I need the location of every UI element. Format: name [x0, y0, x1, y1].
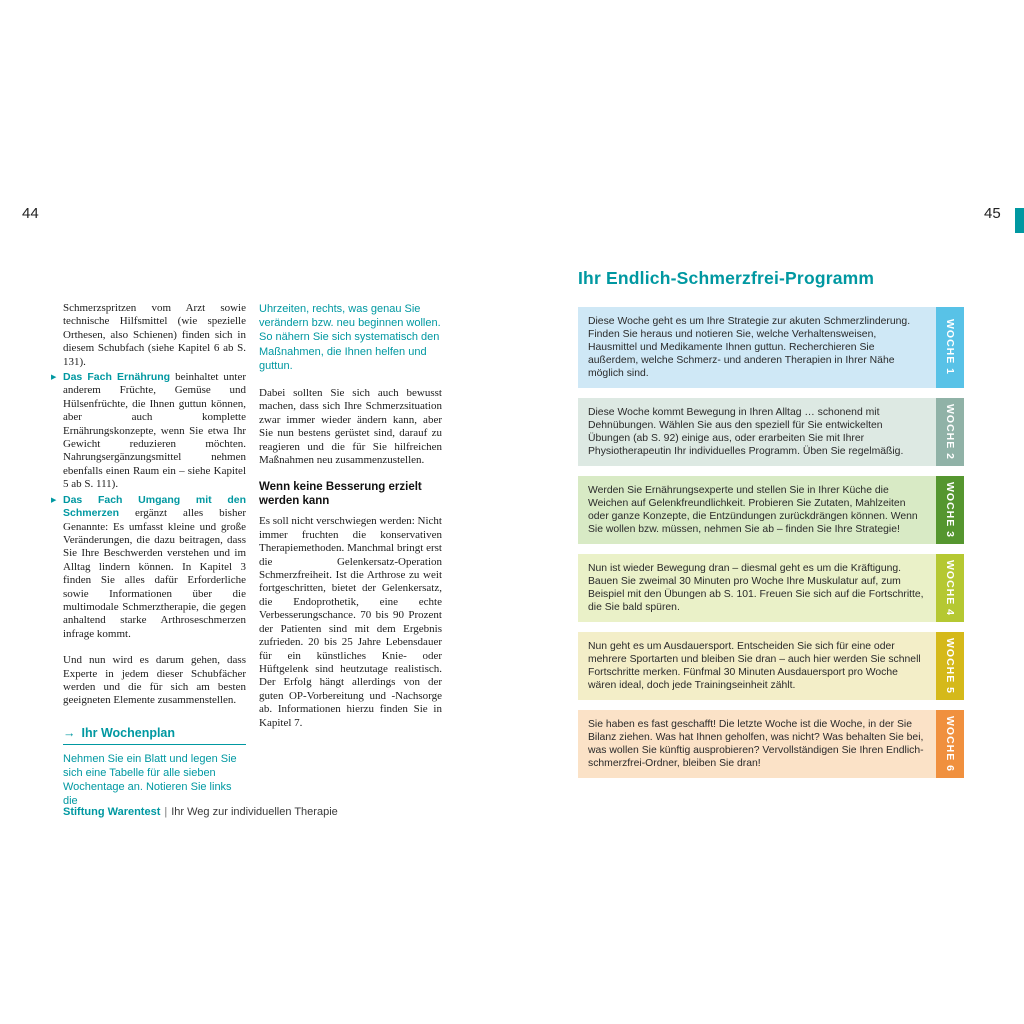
- bullet-item: [51, 371, 246, 492]
- footer-separator: |: [164, 806, 168, 818]
- week-tab-label: WOCHE 4: [936, 554, 964, 622]
- week-text: Nun geht es um Ausdauersport. Entscheiden Sie sich für eine oder mehrere Sportarten und bleiben Sie dran – auch hier werden Sie schnell Fortschritte merken. Fünfmal 30 Minuten Ausdauersport pro Woche wären ideal, doch jede Trainingseinheit zählt.: [578, 632, 936, 700]
- wochenplan-heading: [63, 726, 246, 745]
- week-text: Sie haben es fast geschafft! Die letzte Woche ist die Woche, in der Sie Bilanz ziehen. Was hat Ihnen geholfen, was nicht? Was behalten Sie bei, was wollen Sie künftig ausprobieren? Vervollständigen Sie Ihren Endlich-schmerzfrei-Ordner, bleiben Sie dran!: [578, 710, 936, 778]
- bullet-item: [51, 493, 246, 641]
- week-card-3: [578, 476, 964, 544]
- week-card-1: [578, 307, 964, 388]
- footer-brand: Stiftung Warentest: [63, 806, 161, 818]
- bullet-lead: Das Fach Ernährung: [63, 371, 171, 384]
- week-card-4: [578, 554, 964, 622]
- left-page-column-2: [259, 302, 442, 730]
- bullet-text: beinhaltet unter anderem Früchte, Gemüse und Hülsenfrüchte, die Ihnen guttun können, aber auch komplette Ernährungskonzepte, wenn Sie etwa Ihr Gewicht reduzieren möchten. Nahrungsergänzungsmittel nehmen ebenfalls einen Raum ein – siehe Kapitel 5 ab S. 111).: [63, 371, 246, 491]
- week-text: Nun ist wieder Bewegung dran – diesmal geht es um die Kräftigung. Bauen Sie zweimal 30 Minuten pro Woche Ihre Muskulatur auf, zum Beispiel mit den Übungen ab S. 101. Freuen Sie sich auf die Fortschritte, die Sie bald spüren.: [578, 554, 936, 622]
- section-heading: Wenn keine Besserung erzielt werden kann: [259, 481, 422, 508]
- left-page-column-1: [51, 302, 246, 809]
- bullet-arrow-icon: ▶: [51, 374, 57, 382]
- wochenplan-title: Ihr Wochenplan: [81, 725, 176, 740]
- paragraph: Und nun wird es darum gehen, dass Experte in jedem dieser Schubfächer werden und die für sich am besten geeigneten Elemente zusammenstellen.: [63, 654, 246, 707]
- program-weeks: [578, 307, 964, 788]
- page-number-right: 45: [984, 205, 1001, 222]
- week-tab-label: WOCHE 5: [936, 632, 964, 700]
- bullet-lead: Das Fach Umgang mit den Schmerzen: [63, 493, 246, 520]
- bullet-text: ergänzt alles bisher Genannte: Es umfasst kleine und große Veränderungen, die dazu beitragen, dass Sie Ihre Beschwerden verstehen und im Alltag lindern können. In Kapitel 3 finden Sie alles dafür Erforderliche sowie Informationen über die multimodale Schmerztherapie, die gegen anhaltend starke Arthroseschmerzen infrage kommt.: [63, 507, 246, 640]
- week-card-6: [578, 710, 964, 778]
- week-text: Diese Woche geht es um Ihre Strategie zur akuten Schmerzlinderung. Finden Sie heraus und notieren Sie, welche Verhaltensweisen, Hausmittel und Medikamente Ihnen guttun. Recherchieren Sie außerdem, welche Schmerz- und anderen Therapien in Ihrer Nähe möglich sind.: [578, 307, 936, 388]
- week-tab-label: WOCHE 3: [936, 476, 964, 544]
- bullet-paragraph: [63, 371, 246, 492]
- week-tab-label: WOCHE 1: [936, 307, 964, 388]
- footer-book-title: Ihr Weg zur individuellen Therapie: [171, 806, 338, 818]
- week-text: Diese Woche kommt Bewegung in Ihren Alltag … schonend mit Dehnübungen. Wählen Sie aus den speziell für Sie entwickelten Übungen (ab S. 92) einige aus, oder erarbeiten Sie mit Ihrer Physiotherapeutin Ihr individuelles Programm. Üben Sie regelmäßig.: [578, 398, 936, 466]
- week-tab-label: WOCHE 6: [936, 710, 964, 778]
- page-number-left: 44: [22, 205, 39, 222]
- week-tab-label: WOCHE 2: [936, 398, 964, 466]
- page-footer: [63, 806, 338, 818]
- week-text: Werden Sie Ernährungsexperte und stellen Sie in Ihrer Küche die Weichen auf Gelenkfreundlichkeit. Probieren Sie Zutaten, Mahlzeiten oder ganze Konzepte, die Entzündungen zurückdrängen können. Wenn Sie wollen bzw. müssen, nehmen Sie ab – finden Sie Ihre Strategie!: [578, 476, 936, 544]
- week-card-2: [578, 398, 964, 466]
- program-title: Ihr Endlich-Schmerzfrei-Programm: [578, 268, 875, 288]
- paragraph: Schmerzspritzen vom Arzt sowie technische Hilfsmittel (wie spezielle Orthesen, also Schienen) finden sich in diesem Schubfach (siehe Kapitel 6 ab S. 131).: [63, 302, 246, 368]
- page-edge-marker: [1015, 208, 1024, 233]
- arrow-icon: →: [63, 725, 76, 740]
- week-card-5: [578, 632, 964, 700]
- paragraph: Dabei sollten Sie sich auch bewusst machen, dass sich Ihre Schmerzsituation zwar immer wieder ändern kann, aber Sie nun bestens gerüstet sind, darauf zu reagieren und die für Sie hilfreichen Maßnahmen neu zusammenzustellen.: [259, 387, 442, 467]
- bullet-paragraph: [63, 494, 246, 641]
- wochenplan-text: Nehmen Sie ein Blatt und legen Sie sich eine Tabelle für alle sieben Wochentage an. Notieren Sie links die: [63, 752, 237, 808]
- bullet-arrow-icon: ▶: [51, 496, 57, 504]
- paragraph: Es soll nicht verschwiegen werden: Nicht immer fruchten die konservativen Therapiemethoden. Manchmal bringt erst die Gelenkersatz-Operation Schmerzfreiheit. Ist die Arthrose zu weit fortgeschritten, bietet der Gelenkersatz, die Endoprothetik, eine echte Verbesserungschance. 70 bis 90 Prozent der Patienten sind mit dem Ergebnis zufrieden. 20 bis 25 Jahre Lebensdauer für ein künstliches Knie- oder Hüftgelenk sind heutzutage realistisch. Der Erfolg hängt allerdings von der guten OP-Vorbereitung und -Nachsorge ab. Informationen hierzu finden Sie in Kapitel 7.: [259, 515, 442, 729]
- wochenplan-text-continued: Uhrzeiten, rechts, was genau Sie verändern bzw. neu beginnen wollen. So nähern Sie sich systematisch den Maßnahmen, die Ihnen helfen und guttun.: [259, 303, 441, 372]
